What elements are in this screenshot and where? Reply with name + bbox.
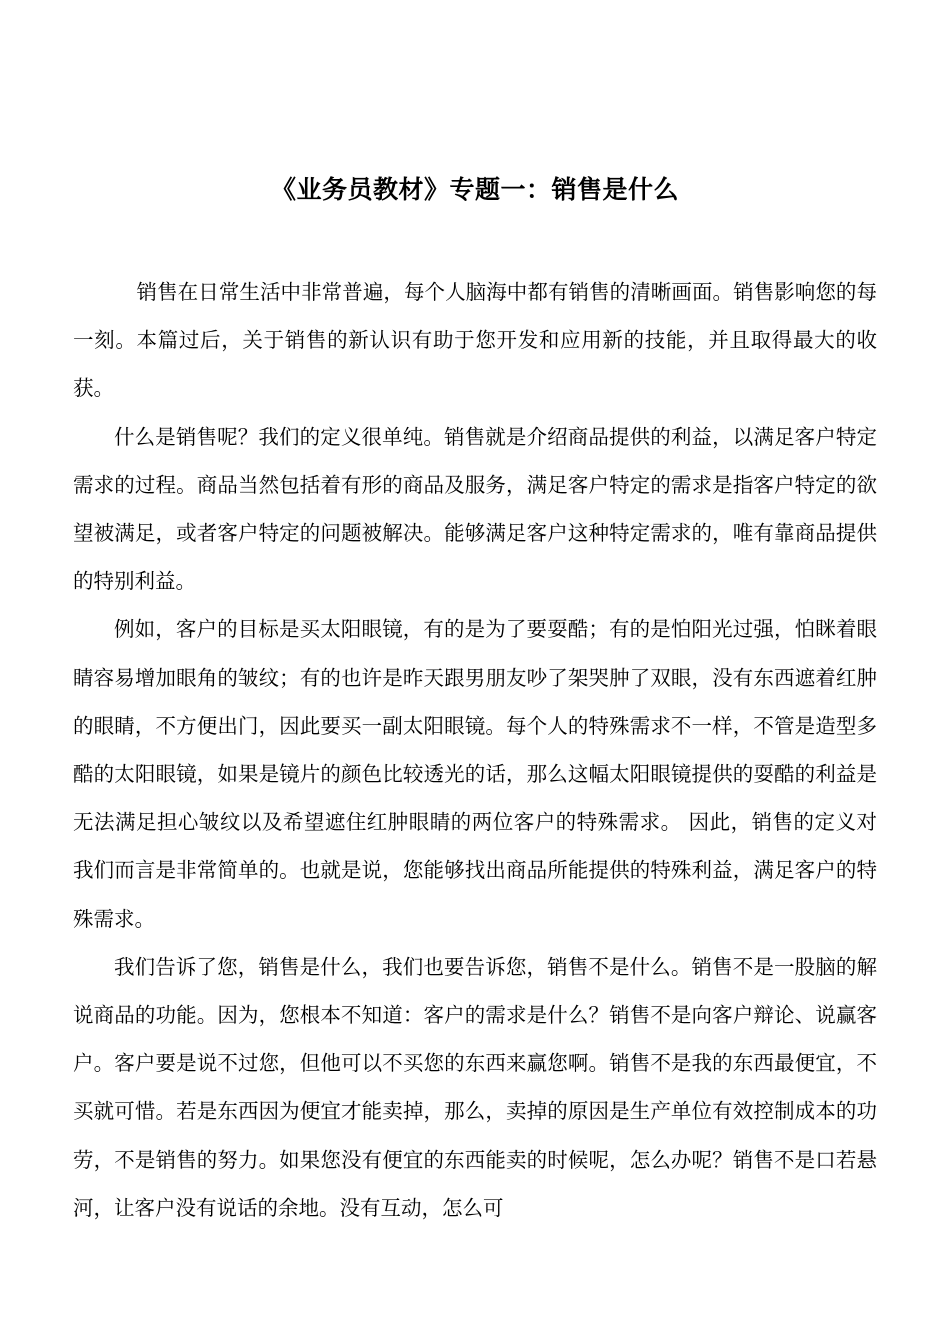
document-title: 《业务员教材》专题一：销售是什么 xyxy=(270,175,679,204)
paragraph-1: 销售在日常生活中非常普遍，每个人脑海中都有销售的清晰画面。销售影响您的每一刻。本篇过后，关于销售的新认识有助于您开发和应用新的技能，并且取得最大的收获。 xyxy=(73,280,877,401)
document-body xyxy=(73,268,877,1232)
paragraph-3: 例如，客户的目标是买太阳眼镜，有的是为了要耍酷；有的是怕阳光过强，怕眯着眼睛容易增加眼角的皱纹；有的也许是昨天跟男朋友吵了架哭肿了双眼，没有东西遮着红肿的眼睛，不方便出门，因此要买一副太阳眼镜。每个人的特殊需求不一样，不管是造型多酷的太阳眼镜，如果是镜片的颜色比较透光的话，那么这幅太阳眼镜提供的耍酷的利益是无法满足担心皱纹以及希望遮住红肿眼睛的两位客户的特殊需求。 因此，销售的定义对我们而言是非常简单的。也就是说，您能够找出商品所能提供的特殊利益，满足客户的特殊需求。 xyxy=(73,617,877,931)
paragraph-2: 什么是销售呢？我们的定义很单纯。销售就是介绍商品提供的利益，以满足客户特定需求的过程。商品当然包括着有形的商品及服务，满足客户特定的需求是指客户特定的欲望被满足，或者客户特定的问题被解决。能够满足客户这种特定需求的，唯有靠商品提供的特别利益。 xyxy=(73,424,877,594)
paragraph-4: 我们告诉了您，销售是什么，我们也要告诉您，销售不是什么。销售不是一股脑的解说商品的功能。因为，您根本不知道：客户的需求是什么？销售不是向客户辩论、说赢客户。客户要是说不过您，但他可以不买您的东西来赢您啊。销售不是我的东西最便宜，不买就可惜。若是东西因为便宜才能卖掉，那么，卖掉的原因是生产单位有效控制成本的功劳，不是销售的努力。如果您没有便宜的东西能卖的时候呢，怎么办呢？销售不是口若悬河，让客户没有说话的余地。没有互动，怎么可 xyxy=(73,954,877,1220)
